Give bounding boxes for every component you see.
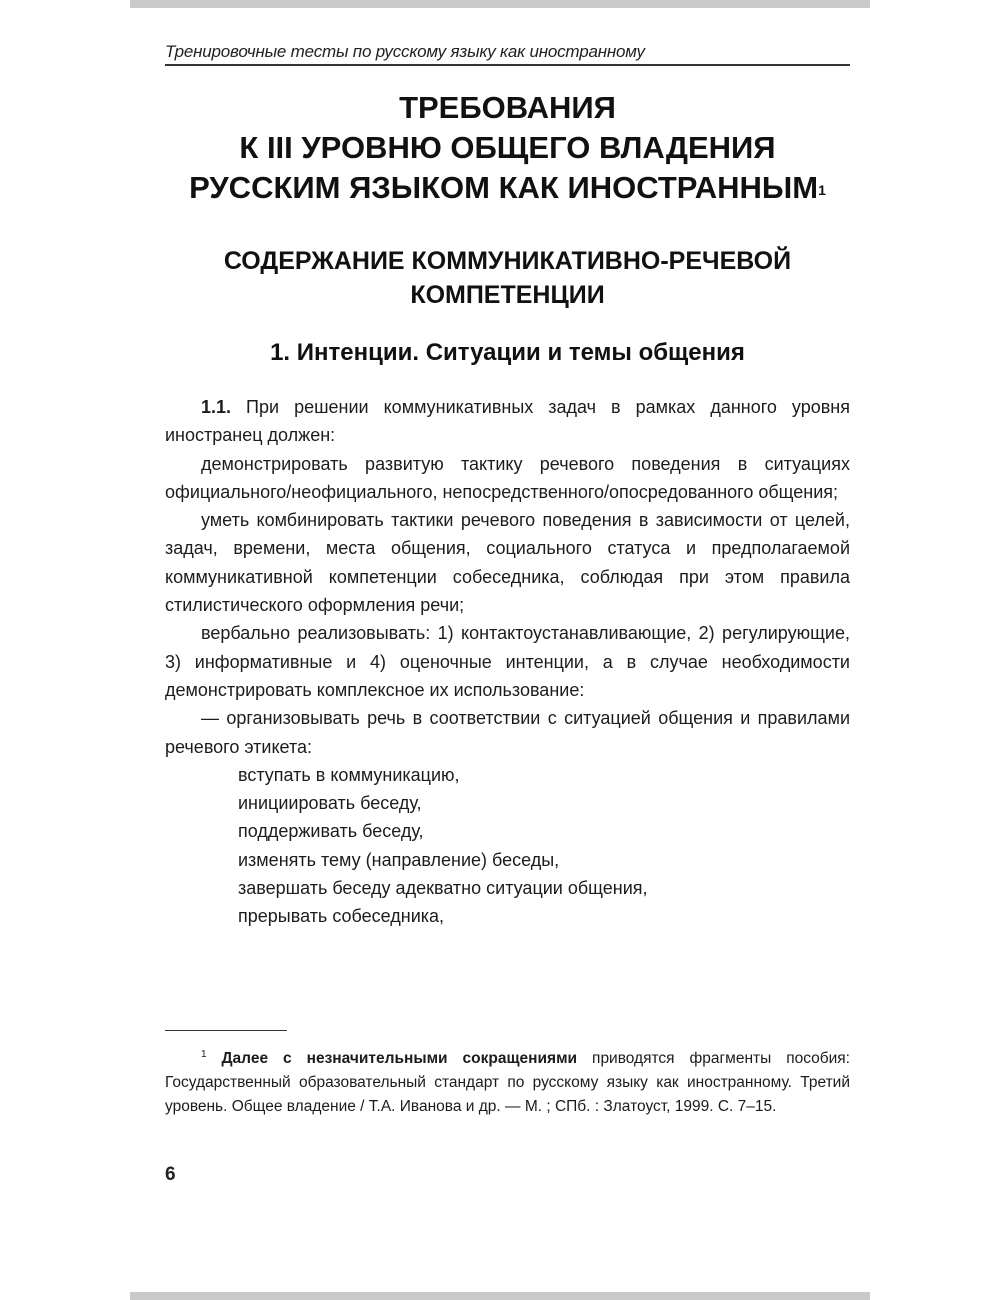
list-item: прерывать собеседника,: [238, 906, 445, 927]
page-number: 6: [165, 1164, 176, 1185]
paragraph-text: При решении коммуникативных задач в рамках данного уровня иностранец должен:: [165, 397, 850, 446]
footnote-marker: 1: [201, 1049, 207, 1060]
subtitle-line: СОДЕРЖАНИЕ КОММУНИКАТИВНО-РЕЧЕВОЙ: [223, 247, 792, 275]
paragraph: [165, 393, 850, 450]
title-line: [165, 168, 850, 208]
title-line: ТРЕБОВАНИЯ: [399, 90, 616, 125]
scan-edge-bottom: [130, 1292, 870, 1300]
section-heading: 1. Интенции. Ситуации и темы общения: [270, 339, 745, 366]
footnote-lead: Далее с незначительными сокращениями: [221, 1050, 578, 1068]
paragraph: демонстрировать развитую тактику речевого поведения в ситуациях официального/неофициального, непосредственного/опосредованного общения;: [165, 453, 850, 502]
header-rule: [165, 64, 850, 66]
page-title: [165, 88, 850, 208]
body-text: [165, 393, 850, 931]
list-item: изменять тему (направление) беседы,: [238, 849, 560, 870]
footnote-marker: 1: [818, 182, 826, 198]
list-item: вступать в коммуникацию,: [238, 764, 460, 785]
book-page: [165, 0, 850, 1300]
footnote-text: приводятся фрагменты пособия: Государственный образовательный стандарт по русскому языку как иностранному. Третий уровень. Общее владение / Т.А. Иванова и др. — М. ; СПб. : Златоуст, 1999. С. 7–15.: [165, 1050, 850, 1116]
footnote-rule: [165, 1030, 287, 1031]
running-head: Тренировочные тесты по русскому языку как иностранному: [165, 42, 645, 61]
subtitle-line: КОМПЕТЕНЦИИ: [410, 281, 605, 309]
title-line-text: РУССКИМ ЯЗЫКОМ КАК ИНОСТРАННЫМ: [189, 170, 819, 205]
intent-list: [165, 761, 850, 931]
paragraph: уметь комбинировать тактики речевого поведения в зависимости от целей, задач, времени, места общения, социального статуса и предполагаемой коммуникативной компетенции собеседника, соблюдая при этом правила стилистического оформления речи;: [165, 510, 850, 616]
subtitle: [165, 244, 850, 312]
footnote: [165, 1043, 850, 1119]
paragraph: вербально реализовывать: 1) контактоустанавливающие, 2) регулирующие, 3) информативные и 4) оценочные интенции, а в случае необходимости демонстрировать комплексное их использование:: [165, 623, 850, 700]
paragraph-number: 1.1.: [201, 397, 232, 417]
list-item: завершать беседу адекватно ситуации общения,: [238, 878, 648, 899]
title-line: К III УРОВНЮ ОБЩЕГО ВЛАДЕНИЯ: [239, 130, 776, 165]
paragraph: — организовывать речь в соответствии с ситуацией общения и правилами речевого этикета:: [165, 708, 850, 757]
list-item: инициировать беседу,: [238, 793, 422, 814]
list-item: поддерживать беседу,: [238, 821, 424, 842]
